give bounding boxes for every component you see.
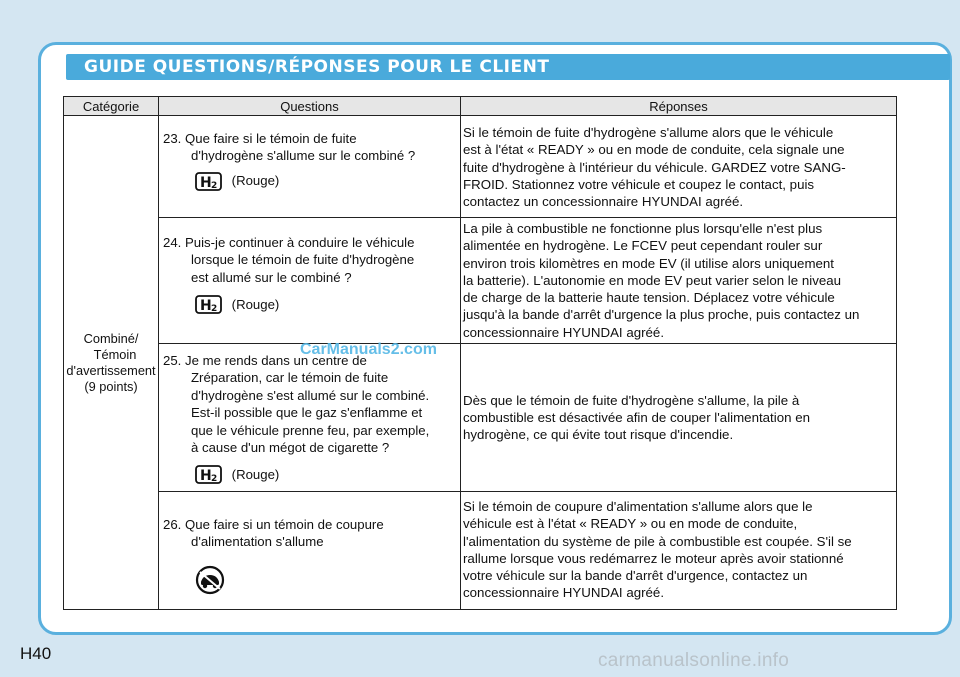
question-line: que le véhicule prenne feu, par exemple, xyxy=(191,422,430,438)
hydrogen-h2-icon xyxy=(195,465,222,484)
answer-line: Dès que le témoin de fuite d'hydrogène s'allume, la pile à xyxy=(463,392,800,408)
question-line: d'hydrogène s'allume sur le combiné ? xyxy=(191,148,416,164)
svg-text:2: 2 xyxy=(211,304,218,315)
category-line: d'avertissement xyxy=(66,362,156,378)
question-cell xyxy=(159,218,461,344)
answer-line: concessionnaire HYUNDAI agréé. xyxy=(463,585,665,601)
answer-line: Si le témoin de coupure d'alimentation s'allume alors que le xyxy=(463,499,813,514)
answer-cell xyxy=(461,218,897,344)
answer-line: combustible est désactivée afin de couper l'alimentation en xyxy=(463,409,810,425)
question-line: 26. Que faire si un témoin de coupure xyxy=(163,517,384,532)
answer-line: concessionnaire HYUNDAI agréé. xyxy=(463,324,665,340)
hydrogen-h2-icon xyxy=(195,295,222,314)
svg-text:H: H xyxy=(200,468,212,485)
column-header-answers: Réponses xyxy=(461,97,897,116)
answer-cell xyxy=(461,492,897,610)
icon-line xyxy=(163,565,460,598)
question-line: à cause d'un mégot de cigarette ? xyxy=(191,440,390,456)
svg-text:H: H xyxy=(200,298,212,315)
icon-line xyxy=(163,169,460,193)
category-line: Témoin xyxy=(93,346,137,362)
power-cut-warning-icon xyxy=(195,565,225,595)
icon-note: (Rouge) xyxy=(231,173,280,189)
question-line: Zréparation, car le témoin de fuite xyxy=(191,370,389,386)
category-line: Combiné/ xyxy=(83,330,139,346)
table-row xyxy=(64,116,897,218)
question-line: 24. Puis-je continuer à conduire le véhicule xyxy=(163,235,415,250)
category-line: (9 points) xyxy=(84,378,138,394)
question-line: 23. Que faire si le témoin de fuite xyxy=(163,131,357,146)
table-row xyxy=(64,344,897,492)
icon-note: (Rouge) xyxy=(231,296,280,312)
column-header-category: Catégorie xyxy=(64,97,159,116)
question-cell xyxy=(159,492,461,610)
question-line: d'alimentation s'allume xyxy=(191,534,324,550)
answer-line: est à l'état « READY » ou en mode de conduite, cela signale une xyxy=(463,142,845,158)
category-cell xyxy=(64,116,159,610)
answer-line: jusqu'à la bande d'arrêt d'urgence la plus proche, puis contactez un xyxy=(463,307,860,323)
answer-line: contactez un concessionnaire HYUNDAI agréé. xyxy=(463,194,744,210)
icon-line xyxy=(163,292,460,316)
answer-line: Si le témoin de fuite d'hydrogène s'allume alors que le véhicule xyxy=(463,125,834,140)
answer-line: alimentée en hydrogène. Le FCEV peut cependant rouler sur xyxy=(463,238,823,254)
table-row xyxy=(64,492,897,610)
qa-table xyxy=(63,96,897,610)
svg-text:2: 2 xyxy=(211,180,218,191)
svg-text:H: H xyxy=(200,174,212,191)
hydrogen-h2-icon xyxy=(195,172,222,191)
answer-line: votre véhicule sur la bande d'arrêt d'urgence, contactez un xyxy=(463,568,808,584)
answer-line: véhicule est à l'état « READY » ou en mode de conduite, xyxy=(463,516,798,532)
table-row xyxy=(64,218,897,344)
answer-line: FROID. Stationnez votre véhicule et coupez le contact, puis xyxy=(463,176,815,192)
question-line: d'hydrogène s'est allumé sur le combiné. xyxy=(191,387,430,403)
answer-line: hydrogène, ce qui évite tout risque d'incendie. xyxy=(463,427,734,443)
svg-text:2: 2 xyxy=(211,474,218,485)
question-line: est allumé sur le combiné ? xyxy=(191,269,352,285)
question-cell xyxy=(159,116,461,218)
question-cell xyxy=(159,344,461,492)
page-number: H40 xyxy=(20,644,52,663)
answer-line: La pile à combustible ne fonctionne plus lorsqu'elle n'est plus xyxy=(463,221,823,236)
icon-line xyxy=(163,462,460,486)
answer-line: rallume lorsque vous redémarrez le moteur après avoir stationné xyxy=(463,550,844,566)
answer-line: l'alimentation du système de pile à combustible est coupée. S'il se xyxy=(463,533,852,549)
page-title: GUIDE QUESTIONS/RÉPONSES POUR LE CLIENT xyxy=(84,57,550,77)
table-header-row xyxy=(64,97,897,116)
answer-line: fuite d'hydrogène à l'intérieur du véhicule. GARDEZ votre SANG- xyxy=(463,159,846,175)
question-line: Est-il possible que le gaz s'enflamme et xyxy=(191,405,423,421)
question-line: lorsque le témoin de fuite d'hydrogène xyxy=(191,252,415,268)
answer-cell xyxy=(461,116,897,218)
footer-watermark: carmanualsonline.info xyxy=(598,650,790,671)
answer-line: de charge de la batterie haute tension. Déplacez votre véhicule xyxy=(463,290,835,306)
icon-note: (Rouge) xyxy=(231,466,280,482)
column-header-questions: Questions xyxy=(159,97,461,116)
answer-line: environ trois kilomètres en mode EV (il utilise alors uniquement xyxy=(463,255,835,271)
answer-line: la batterie). L'autonomie en mode EV peut varier selon le niveau xyxy=(463,272,842,288)
question-line: 25. Je me rends dans un centre de xyxy=(163,353,367,368)
answer-cell xyxy=(461,344,897,492)
site-watermark: CarManuals2.com xyxy=(300,341,437,358)
